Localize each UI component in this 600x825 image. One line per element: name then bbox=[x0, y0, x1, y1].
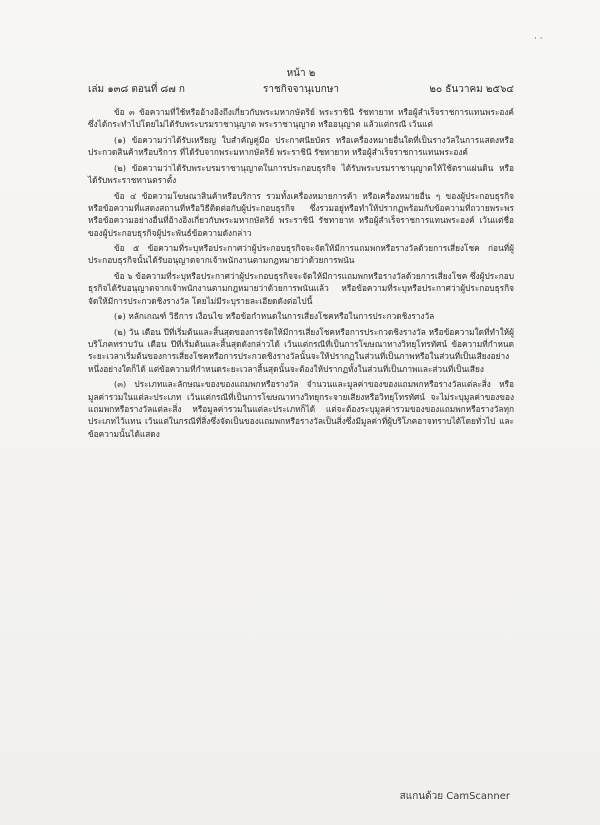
paragraph: ข้อ ๔ ข้อความโฆษณาสินค้าหรือบริการ รวมทั้งเครื่องหมายการค้า หรือเครื่องหมายอื่น ๆ ของผู้ประกอบธุรกิจ หรือข้อความที่แสดงสถานที่หรือวิธีติดต่อกับผู้ประกอบธุรกิจ ซึ่งรวมอยู่หรือทำให้ปรากฏพร้อมกับข้อความที่ถวายพระพรหรือข้อความอย่างอื่นที่อ้างอิงเกี่ยวกับพระมหากษัตริย์ พระราชินี รัชทายาท หรือผู้สำเร็จราชการแทนพระองค์ เว้นแต่ชื่อของผู้ประกอบธุรกิจผู้ประพันธ์ข้อความดังกล่าว bbox=[88, 190, 514, 238]
paragraph: (๒) วัน เดือน ปีที่เริ่มต้นและสิ้นสุดของการจัดให้มีการเสี่ยงโชคหรือการประกวดชิงรางวัล หรือข้อความใดที่ทำให้ผู้บริโภคทราบวัน เดือน ปีที่เริ่มต้นและสิ้นสุดดังกล่าวได้ เว้นแต่กรณีที่เป็นการโฆษณาทางวิทยุโทรทัศน์ ข้อความที่กำหนดระยะเวลาเริ่มต้นของการเสี่ยงโชคหรือการประกวดชิงรางวัลนั้นจะให้ปรากฏในส่วนที่เป็นภาพหรือในส่วนที่เป็นเสียงอย่างหนึ่งอย่างใดก็ได้ แต่ข้อความที่กำหนดระยะเวลาสิ้นสุดนั้นจะต้องให้ปรากฏทั้งในส่วนที่เป็นภาพและส่วนที่เป็นเสียง bbox=[88, 326, 514, 374]
scan-speck: · · bbox=[534, 34, 543, 44]
volume-issue: เล่ม ๑๓๘ ตอนที่ ๘๗ ก bbox=[88, 84, 185, 95]
paragraph: (๓) ประเภทและลักษณะของของแถมพกหรือรางวัล จำนวนและมูลค่าของของแถมพกหรือรางวัลแต่ละสิ่ง หรือมูลค่ารวมในแต่ละประเภท เว้นแต่กรณีที่เป็นการโฆษณาทางวิทยุกระจายเสียงหรือวิทยุโทรทัศน์ จะไม่ระบุมูลค่าของของแถมพกหรือรางวัลแต่ละสิ่ง หรือมูลค่ารวมในแต่ละประเภทก็ได้ แต่จะต้องระบุมูลค่ารวมของของแถมพกหรือรางวัลทุกประเภทไว้แทน เว้นแต่ในกรณีที่สิ่งซึ่งจัดเป็นของแถมพกหรือรางวัลเป็นสิ่งซึ่งมีมูลค่าที่ผู้บริโภคอาจทราบได้โดยทั่วไป และข้อความนั้นได้แสดง bbox=[88, 379, 514, 439]
paragraph: (๑) หลักเกณฑ์ วิธีการ เงื่อนไข หรือข้อกำหนดในการเสี่ยงโชคหรือในการประกวดชิงรางวัล bbox=[114, 311, 435, 322]
paragraph: ข้อ ๕ ข้อความที่ระบุหรือประกาศว่าผู้ประกอบธุรกิจจะจัดให้มีการแถมพกหรือรางวัลด้วยการเสี่ยงโชค ก่อนที่ผู้ประกอบธุรกิจนั้นได้รับอนุญาตจากเจ้าพนักงานตามกฎหมายว่าด้วยการพนัน bbox=[88, 243, 514, 266]
publication-date: ๒๐ ธันวาคม ๒๕๖๔ bbox=[429, 84, 514, 95]
paragraph: ข้อ ๖ ข้อความที่ระบุหรือประกาศว่าผู้ประกอบธุรกิจจะจัดให้มีการแถมพกหรือรางวัลด้วยการเสี่ยงโชค ซึ่งผู้ประกอบธุรกิจได้รับอนุญาตจากเจ้าพนักงานตามกฎหมายว่าด้วยการพนันแล้ว หรือข้อความที่ระบุหรือประกาศว่าผู้ประกอบธุรกิจจัดให้มีการประกวดชิงรางวัล โดยไม่มีระบุรายละเอียดดังต่อไปนี้ bbox=[88, 271, 514, 306]
scanner-watermark: สแกนด้วย CamScanner bbox=[399, 791, 510, 802]
gazette-name: ราชกิจจานุเบกษา bbox=[262, 84, 340, 95]
gazette-header bbox=[88, 66, 514, 100]
paragraph: (๒) ข้อความว่าได้รับพระบรมราชานุญาตในการประกอบธุรกิจ ได้รับพระบรมราชานุญาตให้ใช้ตราแผ่นดิน หรือได้รับพระราชทานตราตั้ง bbox=[88, 162, 514, 186]
paragraph: ข้อ ๓ ข้อความที่ใช้หรืออ้างอิงถึงเกี่ยวกับพระมหากษัตริย์ พระราชินี รัชทายาท หรือผู้สำเร็จราชการแทนพระองค์ ซึ่งได้กระทำไปโดยไม่ได้รับพระบรมราชานุญาต พระราชานุญาต หรืออนุญาต แล้วแต่กรณี เว้นแต่ bbox=[88, 107, 514, 130]
document-body bbox=[88, 106, 514, 443]
page-number: หน้า ๒ bbox=[286, 68, 316, 79]
paragraph: (๑) ข้อความว่าได้รับเหรียญ ใบสำคัญคู่มือ ประกาศนียบัตร หรือเครื่องหมายอื่นใดที่เป็นรางวัลในการแสดงหรือประกวดสินค้าหรือบริการ ที่ได้รับจากพระมหากษัตริย์ พระราชินี รัชทายาท หรือผู้สำเร็จราชการแทนพระองค์ bbox=[88, 134, 514, 158]
